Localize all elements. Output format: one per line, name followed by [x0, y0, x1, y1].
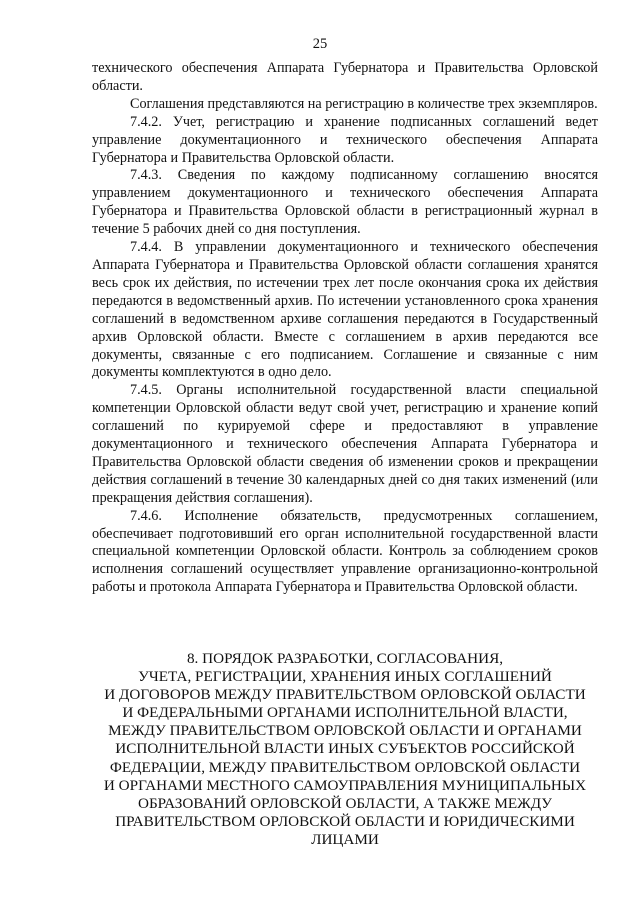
- heading-line: ОБРАЗОВАНИЙ ОРЛОВСКОЙ ОБЛАСТИ, А ТАКЖЕ МЕЖДУ: [137, 794, 553, 812]
- paragraph-7-4-6: 7.4.6. Исполнение обязательств, предусмотренных соглашением, обеспечивает подготовивший его орган исполнительной государственной власти специальной компетенции Орловской области. Контроль за соблюдением сроков исполнения соглашений осуществляет управление организационно-контрольной работы и протокола Аппарата Губернатора и Правительства Орловской области.: [92, 507, 598, 596]
- paragraph-7-4-4: 7.4.4. В управлении документационного и технического обеспечения Аппарата Губернатора и Правительства Орловской области соглашения хранятся весь срок их действия, по истечении трех лет после окончания срока их действия передаются в ведомственный архив. По истечении установленного срока хранения соглашений в ведомственном архиве соглашения передаются в Государственный архив Орловской области. Вместе с соглашением в архив передаются все документы, связанные с его подписанием. Соглашение и связанные с ним документы комплектуются в одно дело.: [92, 239, 598, 381]
- heading-line: ФЕДЕРАЦИИ, МЕЖДУ ПРАВИТЕЛЬСТВОМ ОРЛОВСКОЙ ОБЛАСТИ: [109, 758, 581, 776]
- heading-line: ПРАВИТЕЛЬСТВОМ ОРЛОВСКОЙ ОБЛАСТИ И ЮРИДИЧЕСКИМИ: [115, 812, 575, 830]
- page-number: 25: [312, 36, 328, 52]
- paragraph-registration-copies: Соглашения представляются на регистрацию в количестве трех экземпляров.: [130, 95, 598, 112]
- heading-line: ИСПОЛНИТЕЛЬНОЙ ВЛАСТИ ИНЫХ СУБЪЕКТОВ РОССИЙСКОЙ: [115, 740, 575, 758]
- heading-line: 8. ПОРЯДОК РАЗРАБОТКИ, СОГЛАСОВАНИЯ,: [186, 650, 504, 667]
- heading-line: И ДОГОВОРОВ МЕЖДУ ПРАВИТЕЛЬСТВОМ ОРЛОВСКОЙ ОБЛАСТИ: [104, 686, 586, 704]
- paragraph-7-4-2: 7.4.2. Учет, регистрацию и хранение подписанных соглашений ведет управление документационного и технического обеспечения Аппарата Губернатора и Правительства Орловской области.: [92, 113, 598, 166]
- heading-line: ЛИЦАМИ: [311, 830, 379, 848]
- paragraph-7-4-3: 7.4.3. Сведения по каждому подписанному соглашению вносятся управлением документационного и технического обеспечения Аппарата Губернатора и Правительства Орловской области в регистрационный журнал в течение 5 рабочих дней со дня поступления.: [92, 167, 598, 238]
- heading-line: И ФЕДЕРАЛЬНЫМИ ОРГАНАМИ ИСПОЛНИТЕЛЬНОЙ ВЛАСТИ,: [122, 704, 568, 722]
- body-text: [92, 60, 598, 597]
- heading-line: УЧЕТА, РЕГИСТРАЦИИ, ХРАНЕНИЯ ИНЫХ СОГЛАШЕНИЙ: [138, 668, 552, 686]
- paragraph-continuation: технического обеспечения Аппарата Губернатора и Правительства Орловской области.: [92, 60, 598, 94]
- heading-line: МЕЖДУ ПРАВИТЕЛЬСТВОМ ОРЛОВСКОЙ ОБЛАСТИ И ОРГАНАМИ: [108, 722, 582, 740]
- heading-line: И ОРГАНАМИ МЕСТНОГО САМОУПРАВЛЕНИЯ МУНИЦИПАЛЬНЫХ: [103, 776, 587, 794]
- section-heading: [92, 650, 598, 849]
- paragraph-7-4-5: 7.4.5. Органы исполнительной государственной власти специальной компетенции Орловской области ведут свой учет, регистрацию и хранение копий соглашений по курируемой сфере и предоставляют в управление документационного и технического обеспечения Аппарата Губернатора и Правительства Орловской области сведения об изменении сроков и прекращении действия соглашений в течение 30 календарных дней со дня таких изменений (или прекращения действия соглашения).: [92, 382, 598, 506]
